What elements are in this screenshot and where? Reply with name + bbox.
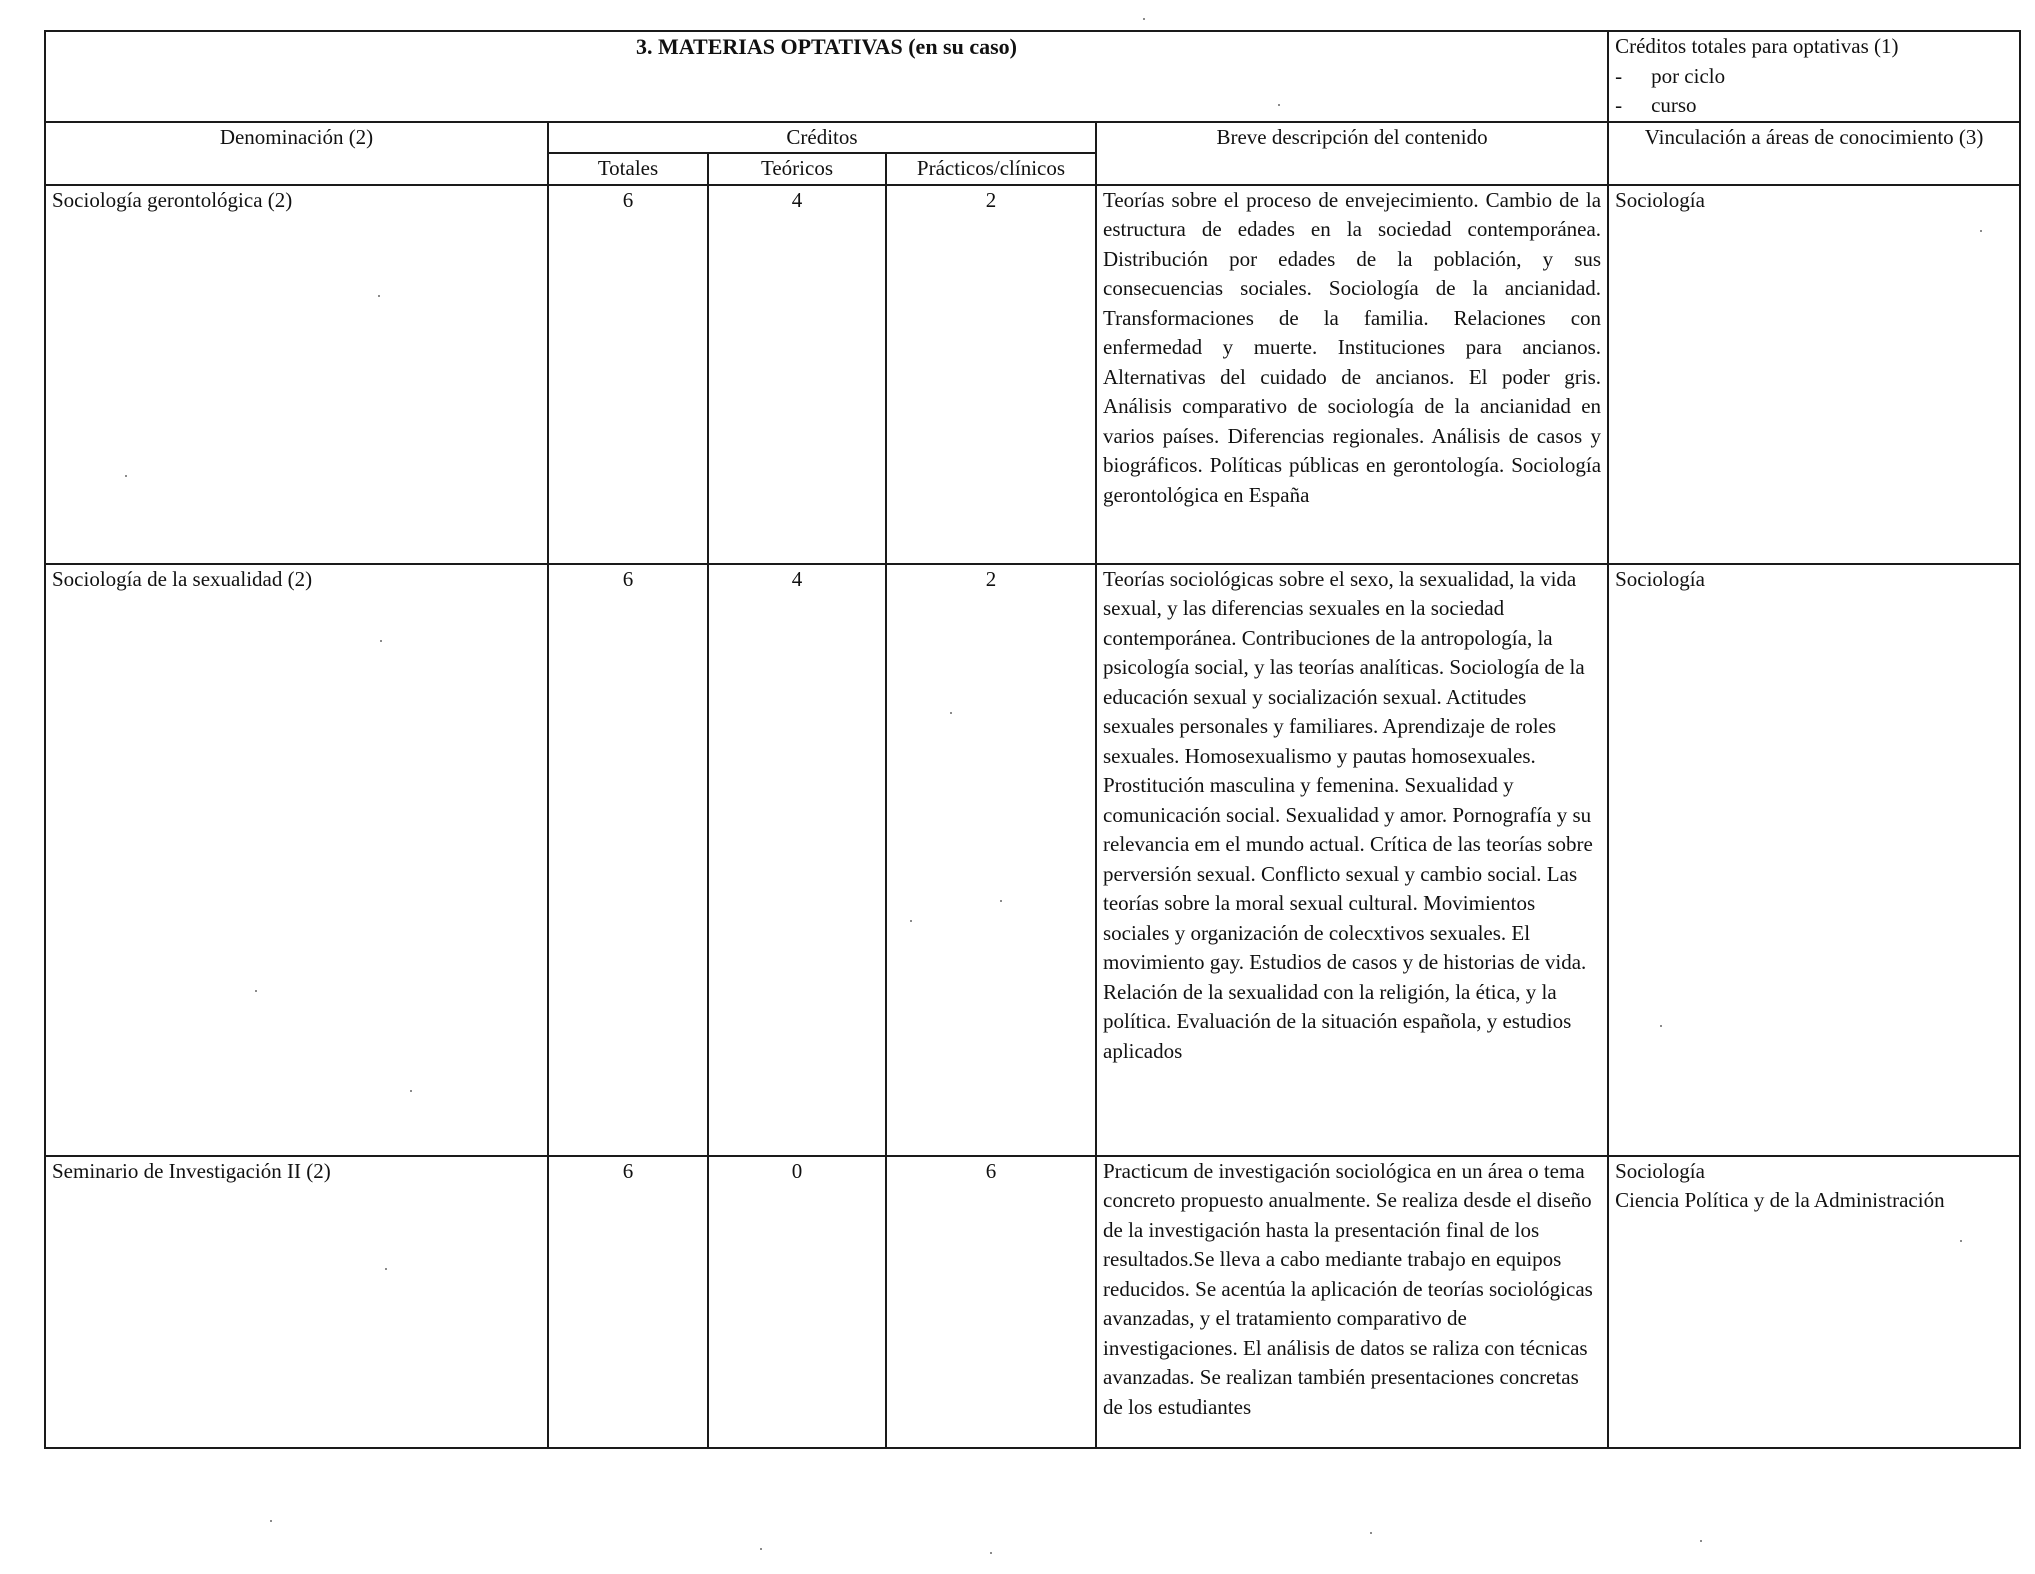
credits-totales: 6 — [548, 1156, 708, 1448]
knowledge-areas — [1608, 564, 2020, 1156]
table-title: 3. MATERIAS OPTATIVAS (en su caso) — [45, 31, 1608, 122]
scan-speck — [1660, 1025, 1662, 1027]
header-totales: Totales — [548, 153, 708, 185]
scan-speck — [950, 712, 952, 714]
scan-speck — [1000, 900, 1002, 902]
knowledge-area: Sociología — [1615, 566, 1705, 591]
scan-speck — [910, 920, 912, 922]
header-practicos: Prácticos/clínicos — [886, 153, 1096, 185]
credits-total-label: Créditos totales para optativas (1) — [1615, 34, 1899, 58]
table-row — [45, 185, 2020, 564]
scan-speck — [1278, 104, 1280, 106]
scan-speck — [378, 295, 380, 297]
credits-totales: 6 — [548, 564, 708, 1156]
credits-practicos: 2 — [886, 185, 1096, 564]
knowledge-area: Sociología — [1615, 187, 1705, 212]
header-row-top — [45, 122, 2020, 154]
credits-total-cell — [1608, 31, 2020, 122]
scan-speck — [1700, 1540, 1702, 1542]
subject-name: Seminario de Investigación II (2) — [45, 1156, 548, 1448]
knowledge-areas — [1608, 1156, 2020, 1448]
credits-total-item-ciclo: - por ciclo — [1615, 63, 1726, 88]
credits-total-item-curso: - curso — [1615, 93, 1697, 117]
table-row — [45, 564, 2020, 1156]
knowledge-area: Ciencia Política y de la Administración — [1615, 1188, 1945, 1212]
subject-description: Practicum de investigación sociológica en un área o tema concreto propuesto anualmente. Se realiza desde el diseño de la investigación hasta la presentación final de los resultados.Se lleva a cabo mediante trabajo en equipos reducidos. Se acentúa la aplicación de teorías sociológicas avanzadas, y el tratamiento comparativo de investigaciones. El análisis de datos se raliza con técnicas avanzadas. Se realizan también presentaciones concretas de los estudiantes — [1096, 1156, 1608, 1448]
scan-speck — [270, 1520, 272, 1522]
scan-speck — [125, 475, 127, 477]
subject-description: Teorías sociológicas sobre el sexo, la sexualidad, la vida sexual, y las diferencias sexuales en la sociedad contemporánea. Contribuciones de la antropología, la psicología social, y las teorías analíticas. Sociología de la educación sexual y socialización sexual. Actitudes sexuales personales y familiares. Aprendizaje de roles sexuales. Homosexualismo y pautas homosexuales. Prostitución masculina y femenina. Sexualidad y comunicación social. Sexualidad y amor. Pornografía y su relevancia em el mundo actual. Crítica de las teorías sobre perversión sexual. Conflicto sexual y cambio social. Las teorías sobre la moral sexual cultural. Movimientos sociales y organización de colecxtivos sexuales. El movimiento gay. Estudios de casos y de historias de vida. Relación de la sexualidad con la religión, la ética, y la política. Evaluación de la situación española, y estudios aplicados — [1096, 564, 1608, 1156]
knowledge-area: Sociología — [1615, 1158, 1705, 1183]
header-vinculacion: Vinculación a áreas de conocimiento (3) — [1608, 122, 2020, 185]
header-denominacion: Denominación (2) — [45, 122, 548, 185]
credits-totales: 6 — [548, 185, 708, 564]
credits-practicos: 2 — [886, 564, 1096, 1156]
scan-speck — [255, 990, 257, 992]
scan-speck — [1960, 1240, 1962, 1242]
scan-speck — [410, 1090, 412, 1092]
credits-teoricos: 4 — [708, 185, 886, 564]
header-descripcion: Breve descripción del contenido — [1096, 122, 1608, 185]
title-row — [45, 31, 2020, 122]
subject-name: Sociología de la sexualidad (2) — [45, 564, 548, 1156]
scan-speck — [385, 1268, 387, 1270]
optional-subjects-table — [44, 30, 2021, 1449]
scan-speck — [1980, 230, 1982, 232]
scan-speck — [760, 1548, 762, 1550]
credits-teoricos: 0 — [708, 1156, 886, 1448]
header-teoricos: Teóricos — [708, 153, 886, 185]
scan-speck — [1370, 1532, 1372, 1534]
credits-practicos: 6 — [886, 1156, 1096, 1448]
scan-speck — [1143, 18, 1145, 20]
subject-name: Sociología gerontológica (2) — [45, 185, 548, 564]
credits-teoricos: 4 — [708, 564, 886, 1156]
subject-description: Teorías sobre el proceso de envejecimiento. Cambio de la estructura de edades en la sociedad contemporánea. Distribución por edades de la población, y sus consecuencias sociales. Sociología de la ancianidad. Transformaciones de la familia. Relaciones con enfermedad y muerte. Instituciones para ancianos. Alternativas del cuidado de ancianos. El poder gris. Análisis comparativo de sociología de la ancianidad en varios países. Diferencias regionales. Análisis de casos y biográficos. Políticas públicas en gerontología. Sociología gerontológica en España — [1096, 185, 1608, 564]
table-row — [45, 1156, 2020, 1448]
scan-speck — [990, 1552, 992, 1554]
knowledge-areas — [1608, 185, 2020, 564]
document-sheet — [44, 30, 2019, 1449]
scan-speck — [380, 640, 382, 642]
header-creditos: Créditos — [548, 122, 1096, 154]
